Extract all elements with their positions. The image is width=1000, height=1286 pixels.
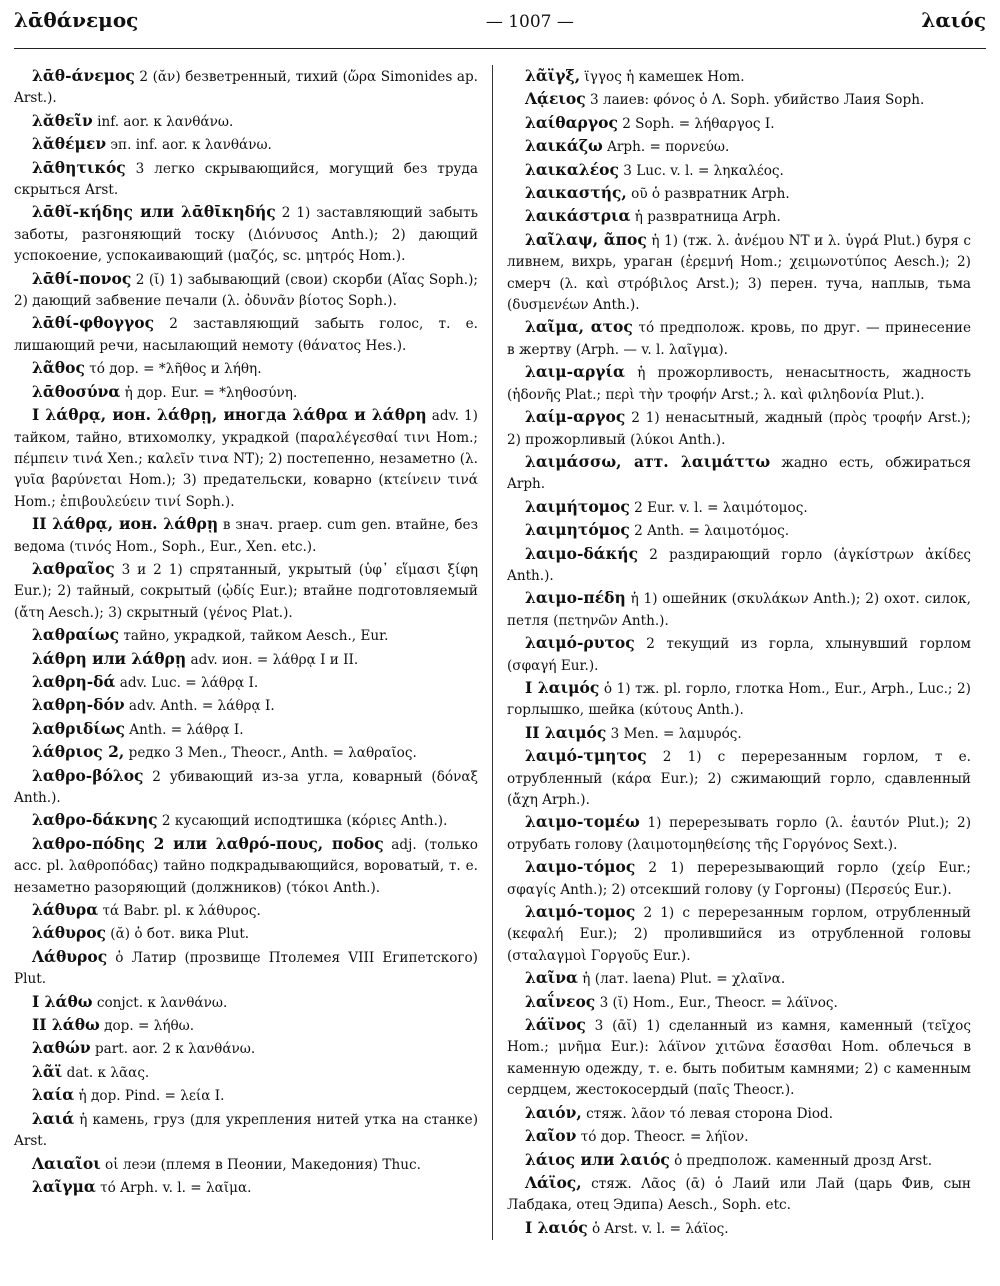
entry-definition: тайно, украдкой, тайком Aesch., Eur.	[119, 628, 389, 645]
entry-headword: λαιόν,	[525, 1102, 582, 1122]
entry-headword: λάθριος 2,	[32, 742, 125, 762]
dictionary-entry	[507, 745, 971, 811]
dictionary-entry	[507, 811, 971, 856]
dictionary-entry	[507, 361, 971, 406]
entry-headword: λαίμ-αργος	[525, 407, 626, 427]
entry-headword: λαικάστρια	[525, 206, 631, 226]
entry-definition: 3 легко скрывающийся, могущий без труда скрыться Arst.	[14, 160, 478, 199]
entry-definition: ϊγγος ἡ камешек Hom.	[580, 69, 745, 85]
header-last-headword: λαιός	[921, 8, 986, 32]
dictionary-entry	[507, 112, 971, 135]
left-column	[14, 65, 492, 1240]
entry-headword: II λαιμός	[525, 722, 607, 742]
entry-headword: λάθυρος	[32, 923, 106, 943]
dictionary-entry	[14, 513, 478, 558]
dictionary-entry	[507, 316, 971, 361]
entry-headword: λαΐνεος	[525, 991, 596, 1011]
entry-definition: 3 Luc. v. l. = ληκαλέος.	[618, 162, 784, 179]
entry-definition: οἱ леэи (племя в Пеонии, Македония) Thuc.	[100, 1156, 421, 1173]
entry-definition: conjct. к λανθάνω.	[92, 994, 228, 1011]
entry-definition: ἡ 1) ошейник (σκυλάκων Anth.); 2) охот. силок, петля (πετηνῶν Anth.).	[507, 591, 971, 629]
dictionary-entry	[14, 110, 478, 133]
entry-headword: λαῖλαψ, ᾶπος	[525, 229, 647, 249]
entry-definition: 1) перерезывать горло (λ. ἑαυτόν Plut.); 2) отрубать голову (λαιμοτομηθείσης τῆς Γοργόνος Sext.).	[507, 815, 971, 853]
entry-headword: λαθρη-δόν	[32, 695, 125, 715]
dictionary-entry	[14, 922, 478, 945]
entry-headword: λάθυρα	[32, 900, 99, 920]
dictionary-entry	[507, 406, 971, 451]
dictionary-entry	[507, 159, 971, 182]
entry-headword: λαικαστής,	[525, 183, 627, 203]
entry-definition: τό дор. = *λῆθος и λήθη.	[84, 361, 262, 378]
entry-headword: λάθρη или λάθρῃ	[32, 648, 187, 668]
entry-headword: λαιμο-πέδη	[525, 588, 626, 608]
entry-definition: ὁ Arst. v. l. = λάϊος.	[587, 1220, 729, 1237]
dictionary-entry	[14, 991, 478, 1014]
entry-headword: λαικάζω	[525, 136, 603, 156]
entry-definition: 3 (ᾱῐ) 1) сделанный из камня, каменный (τεῖχος Hom.; μνῆμα Eur.): λάϊνον χιτῶνα ἕσασθαι Hom. облечься в каменную одежду, т. е. быть побитым камнями; 2) с каменным сердцем, жестокосердый (παῖς Theocr.).	[507, 1018, 971, 1099]
entry-definition: стяж. Λᾶος (ᾱ) ὁ Лаий или Лай (царь Фив, сын Лабдака, отец Эдипа) Aesch., Soph. etc.	[507, 1175, 971, 1214]
entry-definition: дор. = λήθω.	[99, 1018, 195, 1035]
dictionary-entry	[507, 991, 971, 1014]
dictionary-entry	[507, 1172, 971, 1217]
entry-headword: λαιμήτομος	[525, 496, 630, 516]
entry-headword: λᾰθέμεν	[32, 134, 107, 154]
dictionary-entry	[14, 404, 478, 513]
entry-headword: λαθριδίως	[32, 718, 125, 738]
entry-headword: λαιμο-τομέω	[525, 812, 640, 832]
entry-definition: τά Babr. pl. к λάθυρος.	[98, 903, 261, 920]
entry-headword: λαιμό-ρυτος	[525, 633, 635, 653]
entry-definition: Anth. = λάθρᾳ I.	[124, 721, 244, 738]
entry-headword: λαιμητόμος	[525, 520, 630, 540]
entry-definition: adv. Luc. = λάθρᾳ I.	[115, 674, 259, 691]
entry-definition: (ᾰ) ὁ бот. вика Plut.	[105, 926, 250, 943]
entry-headword: λάϊνος	[525, 1015, 586, 1035]
entry-definition: 2 Soph. = λήθαργος I.	[617, 115, 775, 132]
dictionary-entry	[507, 519, 971, 542]
dictionary-entry	[14, 648, 478, 671]
entry-headword: λάιος или λαιός	[525, 1149, 670, 1169]
dictionary-entry	[14, 268, 478, 313]
entry-headword: λαιμ-αργία	[525, 362, 625, 382]
dictionary-entry	[14, 946, 478, 991]
entry-headword: λαθρη-δά	[32, 671, 116, 691]
dictionary-entry	[14, 694, 478, 717]
entry-definition: 3 лаиев: φόνος ὁ Λ. Soph. убийство Лаия Soph.	[585, 92, 925, 109]
entry-headword: λαθραίως	[32, 625, 120, 645]
dictionary-entry	[507, 205, 971, 228]
entry-headword: λαθραῖος	[32, 558, 115, 578]
entry-headword: Λᾴειος	[525, 89, 586, 109]
entry-definition: жадно есть, обжираться Arph.	[507, 454, 971, 493]
entry-headword: λᾱθητικός	[32, 157, 126, 177]
entry-headword: λαιμό-τομος	[525, 902, 636, 922]
entry-headword: λαίθαργος	[525, 112, 618, 132]
entry-definition: 2 Anth. = λαιμοτόμος.	[629, 523, 790, 540]
entry-definition: ἡ прожорливость, ненасытность, жадность (ἡδονῆς Plat.; περὶ τὴν τροφήν Arst.; λ. καὶ φιληδονία Plut.).	[507, 365, 971, 403]
dictionary-entry	[14, 1037, 478, 1060]
dictionary-entry	[14, 1014, 478, 1037]
entry-headword: λᾶθος	[32, 358, 85, 378]
header-first-headword: λᾱθάνεμος	[14, 8, 139, 32]
dictionary-entry	[14, 312, 478, 357]
entry-headword: λᾱθί-φθογγος	[32, 313, 155, 333]
entry-definition: τό предполож. кровь, по друг. — принесение в жертву (Arph. — v. l. λαῖγμα).	[507, 320, 971, 358]
entry-definition: стяж. λᾶον τό левая сторона Diod.	[581, 1105, 834, 1122]
page-number: — 1007 —	[485, 12, 574, 32]
entry-definition: ἡ дор. Eur. = *ληθοσύνη.	[120, 384, 298, 401]
entry-headword: II λάθω	[32, 1015, 100, 1035]
entry-definition: 2 заставляющий забыть голос, т. е. лишающий речи, насылающий немоту (θάνατος Hes.).	[14, 316, 478, 354]
dictionary-entry	[14, 357, 478, 380]
dictionary-entry	[14, 1084, 478, 1107]
dictionary-entry	[507, 1217, 971, 1240]
entry-definition: ὁ предполож. каменный дрозд Arst.	[669, 1152, 933, 1169]
entry-headword: λαιά	[32, 1108, 75, 1128]
dictionary-entry	[14, 1153, 478, 1176]
entry-definition: 2 текущий из горла, хлынувший горлом (σφαγή Eur.).	[507, 636, 971, 674]
entry-definition: ἡ (лат. laena) Plut. = χλαῖνα.	[577, 971, 786, 988]
dictionary-entry	[507, 587, 971, 632]
entry-definition: dat. к λᾶας.	[62, 1064, 150, 1081]
entry-headword: λαῖνα	[525, 968, 578, 988]
entry-definition: ὁ Латир (прозвище Птолемея VIII Египетского) Plut.	[14, 949, 478, 988]
dictionary-entry	[507, 722, 971, 745]
entry-headword: λᾶϊγξ,	[525, 66, 581, 85]
entry-headword: λᾰθεῖν	[32, 110, 93, 130]
dictionary-entry	[14, 558, 478, 624]
entry-headword: λᾱθῐ-κήδης или λᾱθῑκηδής	[32, 202, 276, 222]
entry-headword: λαθρο-πόδης 2 или λαθρό-πους, ποδος	[32, 833, 384, 853]
entry-definition: эп. inf. aor. к λανθάνω.	[106, 137, 272, 154]
dictionary-entry	[507, 901, 971, 967]
entry-definition: 2 кусающий исподтишка (κόριες Anth.).	[157, 813, 448, 830]
entry-definition: в знач. praep. cum gen. втайне, без ведома (τινός Hom., Soph., Eur., Xen. etc.).	[14, 517, 478, 555]
dictionary-entry	[507, 856, 971, 901]
dictionary-entry	[14, 201, 478, 267]
entry-definition: adj. (только acc. pl. λαθροπόδας) тайно подкрадывающийся, вороватый, т. е. незаметно разоряющий (должников) (τόκοι Anth.).	[14, 836, 478, 896]
dictionary-entry	[14, 1176, 478, 1199]
page-header	[14, 8, 986, 49]
entry-headword: λαῖον	[525, 1126, 577, 1146]
entry-headword: II λάθρᾳ, ион. λάθρῃ	[32, 514, 219, 534]
entry-definition: οῦ ὁ развратник Arph.	[626, 186, 790, 203]
entry-definition: ἡ 1) (тж. λ. ἀνέμου NT и λ. ὑγρά Plut.) буря с ливнем, вихрь, ураган (ἐρεμνή Hom.; χειμωνοτύπος Aesch.); 2) смерч (λ. καὶ στρόβιλος Arst.); 3) перен. туча, наплыв, тьма (δυσμενέων Anth.).	[507, 232, 971, 314]
entry-definition: ἡ развратница Arph.	[630, 209, 781, 226]
dictionary-entry	[14, 1061, 478, 1084]
dictionary-entry	[507, 632, 971, 677]
entry-definition: 2 (ῐ) 1) забывающий (свои) скорби (Αἴας Soph.); 2) дающий забвение печали (λ. ὀδυνᾶν βίοτος Soph.).	[14, 271, 478, 310]
entry-definition: 3 и 2 1) спрятанный, укрытый (ὑφ᾽ εἵμασι ξίφη Eur.); 2) тайный, сокрытый (ᾠδίς Eur.); втайне подготовляемый (ἄτη Aesch.); 3) скрытный (γένος Plat.).	[14, 561, 478, 621]
dictionary-entry	[507, 65, 971, 88]
dictionary-entry	[14, 65, 478, 110]
entry-headword: λᾱθί-πονος	[32, 268, 132, 288]
dictionary-entry	[14, 133, 478, 156]
entry-headword: λαῖμα, ατος	[525, 317, 633, 337]
dictionary-entry	[14, 157, 478, 202]
entry-headword: I λάθω	[32, 991, 93, 1011]
entry-definition: Arph. = πορνεύω.	[602, 139, 730, 156]
entry-definition: ἡ дор. Pind. = λεία I.	[74, 1088, 225, 1105]
entry-definition: part. aor. 2 к λανθάνω.	[90, 1041, 256, 1058]
entry-headword: λαικαλέος	[525, 159, 619, 179]
dictionary-entry	[14, 833, 478, 899]
dictionary-entry	[507, 1014, 971, 1102]
entry-definition: adv. 1) тайком, тайно, втихомолку, украдкой (παραλέγεσθαί τινι Hom.; πέμπειν τινά Xen.; καλεῖν τινα NT); 2) постепенно, незаметно (λ. γυῖα βαρύνεται Hom.); 3) предательски, коварно (κτείνειν τινά Hom.; ἐπιβουλεύειν τινί Soph.).	[14, 408, 478, 510]
entry-headword: λαιμό-τμητος	[525, 746, 647, 766]
dictionary-entry	[14, 718, 478, 741]
dictionary-entry	[507, 967, 971, 990]
entry-headword: λᾱθ-άνεμος	[32, 66, 135, 85]
entry-headword: I λάθρᾳ, ион. λάθρῃ, иногда λάθρα и λάθρη	[32, 405, 427, 425]
dictionary-entry	[14, 381, 478, 404]
entry-headword: λαθρο-δάκνης	[32, 810, 158, 830]
entry-headword: λαῖγμα	[32, 1176, 96, 1196]
entry-headword: λαιμο-τόμος	[525, 857, 636, 877]
dictionary-entry	[507, 135, 971, 158]
entry-definition: 2 Eur. v. l. = λαιμότομος.	[629, 499, 808, 516]
dictionary-entry	[14, 624, 478, 647]
dictionary-entry	[14, 741, 478, 764]
entry-headword: Λάϊος,	[525, 1172, 582, 1192]
entry-headword: λαία	[32, 1085, 75, 1105]
entry-headword: I λαιός	[525, 1217, 588, 1237]
entry-headword: λᾶϊ	[32, 1061, 63, 1081]
dictionary-entry	[14, 765, 478, 810]
entry-definition: inf. aor. к λανθάνω.	[92, 113, 234, 130]
dictionary-entry	[507, 229, 971, 317]
entry-definition: 2 1) перерезывающий горло (χείρ Eur.; σφαγίς Anth.); 2) отсекший голову (у Горгоны) (Περσεύς Eur.).	[507, 860, 971, 898]
entry-definition: 2 1) заставляющий забыть заботы, разгоняющий тоску (Διόνυσος Anth.); 2) дающий успокоение, успокаивающий (μαζός, sc. μητρός Hom.).	[14, 205, 478, 265]
dictionary-entry	[14, 809, 478, 832]
dictionary-entry	[507, 1102, 971, 1125]
entry-definition: 2 1) с перерезанным горлом, отрубленный (κεφαλή Eur.); 2) пролившийся из отрубленной головы (σταλαγμοὶ Γοργοῦς Eur.).	[507, 905, 971, 964]
entry-definition: 2 1) ненасытный, жадный (πρὸς τροφήν Arst.); 2) прожорливый (λύκοι Anth.).	[507, 410, 971, 448]
entry-headword: λαιμο-δάκής	[525, 543, 639, 563]
right-column	[493, 65, 971, 1240]
dictionary-entry	[507, 88, 971, 111]
entry-headword: λαθρο-βόλος	[32, 765, 144, 785]
columns	[14, 65, 986, 1240]
dictionary-entry	[507, 1149, 971, 1172]
dictionary-entry	[14, 1108, 478, 1153]
dictionary-entry	[507, 1125, 971, 1148]
entry-definition: τό дор. Theocr. = λήϊον.	[576, 1129, 749, 1146]
entry-definition: 2 убивающий из-за угла, коварный (δόναξ Anth.).	[14, 768, 478, 806]
entry-definition: adv. Anth. = λάθρᾳ I.	[124, 698, 275, 715]
dictionary-entry	[507, 496, 971, 519]
entry-headword: I λαιμός	[525, 677, 600, 697]
entry-headword: λᾱθοσύνα	[32, 381, 121, 401]
dictionary-entry	[14, 899, 478, 922]
entry-definition: 2 (ᾰν) безветренный, тихий (ὥρα Simonides ap. Arst.).	[14, 69, 478, 107]
entry-headword: λαθών	[32, 1038, 91, 1058]
dictionary-entry	[507, 451, 971, 496]
entry-definition: 2 раздирающий горло (ἀγκίστρων ἀκίδες Anth.).	[507, 546, 971, 584]
entry-definition: adv. ион. = λάθρᾳ I и II.	[186, 651, 359, 668]
dictionary-entry	[14, 671, 478, 694]
entry-definition: редко 3 Men., Theocr., Anth. = λαθραῖος.	[124, 745, 417, 762]
dictionary-entry	[507, 677, 971, 722]
entry-definition: ὁ 1) тж. pl. горло, глотка Hom., Eur., Arph., Luc.; 2) горлышко, шейка (κύτους Anth.).	[507, 680, 971, 719]
entry-definition: 3 Men. = λαμυρός.	[606, 725, 742, 742]
dictionary-entry	[507, 182, 971, 205]
entry-definition: ἡ камень, груз (для укрепления нитей утка на станке) Arst.	[14, 1111, 478, 1150]
entry-definition: 2 1) с перерезанным горлом, т е. отрубленный (κάρα Eur.); 2) сжимающий горло, сдавленный (ἄχη Arph.).	[507, 749, 971, 808]
entry-headword: Λάθυρος	[32, 946, 108, 966]
entry-headword: Λαιαῖοι	[32, 1153, 101, 1173]
dictionary-entry	[507, 543, 971, 588]
entry-headword: λαιμάσσω, атт. λαιμάττω	[525, 451, 771, 471]
entry-definition: 3 (ῐ) Hom., Eur., Theocr. = λάϊνος.	[595, 994, 838, 1011]
entry-definition: τό Arph. v. l. = λαῖμα.	[95, 1179, 252, 1196]
